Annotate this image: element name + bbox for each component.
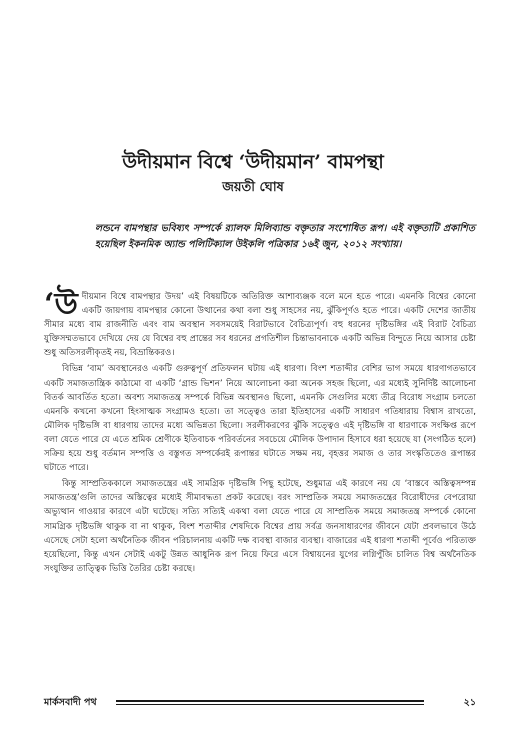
article-title: উদীয়মান বিশ্বে ‘উদীয়মান’ বামপন্থা: [122, 151, 384, 173]
body-paragraph-1: [44, 287, 476, 360]
article-author: জয়তী ঘোষ: [222, 180, 284, 195]
paragraph-text: দীয়মান বিশ্বে বামপন্থার উদয়’ এই বিষয়টিকে অতিরিক্ত আশাব্যঞ্জক বলে মনে হতে পারে। এমনকি বিশ্বের কোনো একটি জায়গায় বামপন্থার কোনো উত্থানের কথা বলা শুধু সাহসের নয়, ঝুঁকিপূর্ণও হতে পারে। একটি দেশের জাতীয় সীমার মধ্যে বাম রাজনীতি এবং বাম অবস্থান সবসময়েই বিরাটভাবে বৈচিত্র্যপূর্ণ। বহু ধরনের দৃষ্টিভঙ্গির এই বিরাট বৈচিত্র্য যুক্তিসম্মতভাবে দেখিয়ে দেয় যে বিশ্বের বহু প্রান্তের সব ধরনের প্রগতিশীল চিন্তাভাবনাকে একটি অভিন্ন বিন্দুতে নিয়ে আসার চেষ্টা শুধু অতিসরলীকৃতই নয়, বিভ্রান্তিকরও।: [44, 292, 476, 359]
page-footer: [44, 694, 476, 712]
footer-divider-thin: [116, 704, 424, 705]
article-body: [44, 287, 476, 578]
dropcap: ‘উ: [44, 287, 78, 322]
page-number: ২১: [463, 697, 476, 708]
body-paragraph-3: কিন্তু সাম্প্রতিককালে সমাজতন্ত্রের এই সামগ্রিক দৃষ্টিভঙ্গি পিছু হটেছে, শুধুমাত্র এই কারণে নয় যে ‘বাস্তবে অস্তিত্বসম্পন্ন সমাজতন্ত্র’গুলি তাদের অস্তিত্বের মধ্যেই সীমাবদ্ধতা প্রকট করেছে। বরং সাম্প্রতিক সময়ে সমাজতন্ত্রের বিরোধীদের বেপরোয়া অভ্যুত্থান গাওয়ার কারণে এটা ঘটেছে। সত্যি সত্যিই একথা বলা যেতে পারে যে সাম্প্রতিক সময়ে সমাজতন্ত্র সম্পর্কে কোনো সামগ্রিক দৃষ্টিভঙ্গি থাকুক বা না থাকুক, বিংশ শতাব্দীর শেষদিকে বিশ্বের প্রায় সর্বত্র জনসাধারণের জীবনে যেটা প্রবলভাবে উঠে এসেছে সেটা হলো অর্থনৈতিক জীবন পরিচালনায় একটি দক্ষ ব্যবস্থা বাজার ব্যবস্থা। বাজারের এই ধারণা শতাব্দী পূর্বেও পরিত্যক্ত হয়েছিলো, কিন্তু এখন সেটাই একটু উন্নত আধুনিক রূপ নিয়ে ফিরে এসে বিশ্বায়নের যুগের লগ্নিপুঁজি চালিত বিশ্ব অর্থনৈতিক সংযুক্তির তাত্ত্বিক ভিত্তি তৈরির চেষ্টা করছে।: [44, 479, 476, 574]
journal-name: মার্কসবাদী পথ: [44, 697, 97, 708]
article-abstract: লন্ডনে বামপন্থার ভবিষ্যৎ সম্পর্কে র‍্যালফ মিলিব্যান্ড বক্তৃতার সংশোধিত রূপ। এই বক্তৃতাটি প্রকাশিত হয়েছিল ইকনমিক অ্যান্ড পলিটিক্যাল উইকলি পত্রিকার ১৬ই জুন, ২০১২ সংখ্যায়।: [95, 223, 475, 250]
body-paragraph-2: বিভিন্ন ‘বাম’ অবস্থানেরও একটি গুরুত্বপূর্ণ প্রতিফলন ঘটায় এই ধারণা। বিংশ শতাব্দীর বেশির ভাগ সময়ে ধারণাগতভাবে একটি সমাজতান্ত্রিক কাঠামো বা একটি ‘গ্রান্ড ভিশন’ নিয়ে আলোচনা করা অনেক সহজ ছিলো, এর মধ্যেই সুনির্দিষ্ট আলোচনা বিতর্ক আবর্তিত হতো। অবশ্য সমাজতন্ত্র সম্পর্কে বিভিন্ন অবস্থানও ছিলো, এমনকি সেগুলির মধ্যে তীব্র বিরোধ সংগ্রাম চলতো এমনকি কখনো কখনো হিংসাত্মক সংগ্রামও হতো। তা সত্ত্বেও তারা ইতিহাসের একটি সাধারণ গতিধারায় বিশ্বাস রাখতো, মৌলিক দৃষ্টিভঙ্গি বা ধারণায় তাদের মধ্যে অভিন্নতা ছিলো। সরলীকরণের ঝুঁকি সত্ত্বেও এই দৃষ্টিভঙ্গি বা ধারণাকে সংক্ষিপ্ত রূপে বলা যেতে পারে যে এতে শ্রমিক শ্রেণীকে ইতিবাচক পরিবর্তনের সবচেয়ে মৌলিক উপাদান হিসাবে ধরা হয়েছে যা (সংগঠিত হলে) সক্রিয় হয়ে শুধু বর্তমান সম্পত্তি ও বস্তুগত সম্পর্কেরই রূপান্তর ঘটাতে সক্ষম নয়, বৃহত্তর সমাজ ও তার সংস্কৃতিতেও রূপান্তর ঘটাতে পারে।: [44, 364, 476, 474]
footer-divider: [116, 700, 424, 702]
